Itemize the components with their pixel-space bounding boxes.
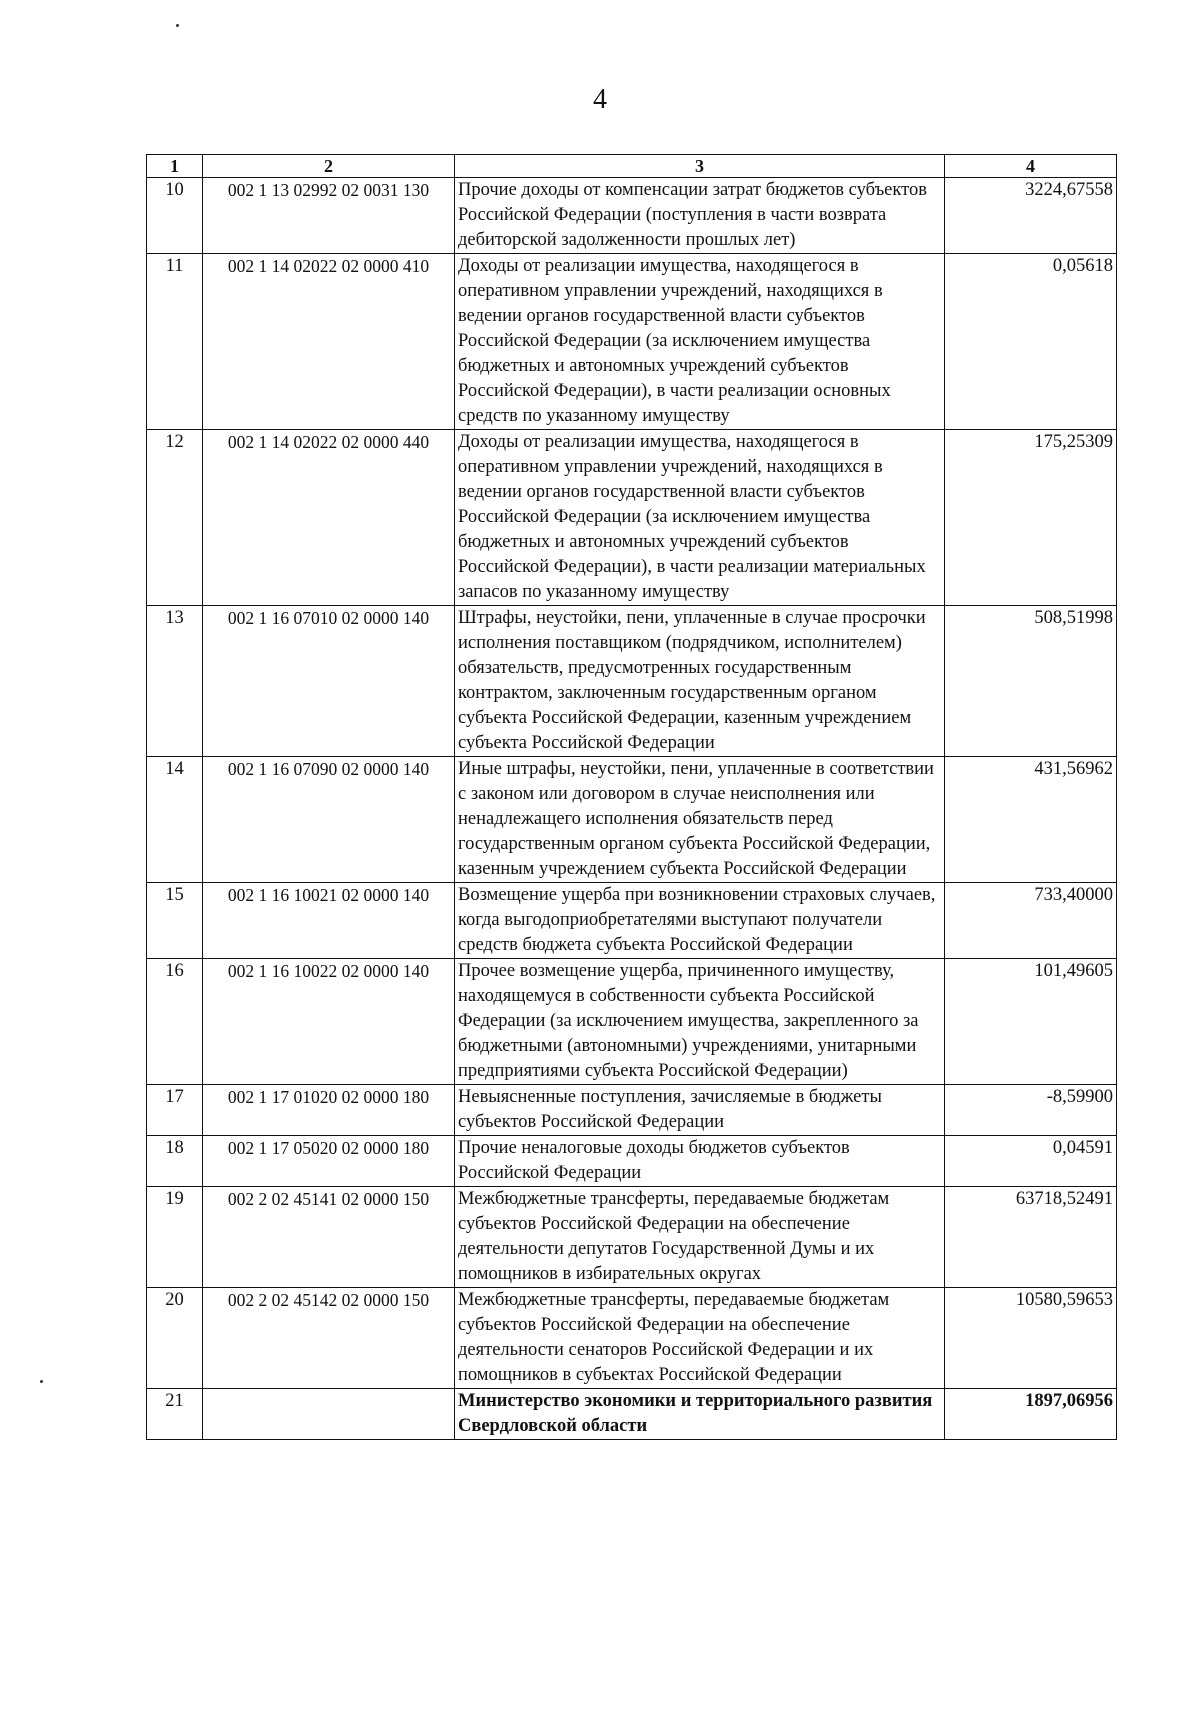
- budget-code: 002 1 14 02022 02 0000 410: [203, 254, 455, 430]
- table-row: [147, 1187, 1117, 1288]
- budget-code: 002 1 13 02992 02 0031 130: [203, 178, 455, 254]
- row-number: 16: [147, 959, 203, 1085]
- row-amount: 3224,67558: [945, 178, 1117, 254]
- budget-code: 002 1 16 07090 02 0000 140: [203, 757, 455, 883]
- row-description: Межбюджетные трансферты, передаваемые бюджетам субъектов Российской Федерации на обеспечение деятельности депутатов Государственной Думы и их помощников в избирательных округах: [455, 1187, 945, 1288]
- table-row: [147, 1288, 1117, 1389]
- row-description: Иные штрафы, неустойки, пени, уплаченные в соответствии с законом или договором в случае неисполнения или ненадлежащего исполнения обязательств перед государственным органом субъекта Российской Федерации, казенным учреждением субъекта Российской Федерации: [455, 757, 945, 883]
- row-number: 14: [147, 757, 203, 883]
- table-row: [147, 178, 1117, 254]
- table-row: [147, 430, 1117, 606]
- budget-code: [203, 1389, 455, 1440]
- page-number: 4: [593, 84, 607, 115]
- row-amount: -8,59900: [945, 1085, 1117, 1136]
- row-description: Межбюджетные трансферты, передаваемые бюджетам субъектов Российской Федерации на обеспечение деятельности сенаторов Российской Федерации и их помощников в субъектах Российской Федерации: [455, 1288, 945, 1389]
- table-row: [147, 883, 1117, 959]
- row-amount: 101,49605: [945, 959, 1117, 1085]
- row-amount: 1897,06956: [945, 1389, 1117, 1440]
- row-description: Прочие неналоговые доходы бюджетов субъектов Российской Федерации: [455, 1136, 945, 1187]
- budget-code: 002 1 17 05020 02 0000 180: [203, 1136, 455, 1187]
- row-amount: 0,04591: [945, 1136, 1117, 1187]
- row-number: 20: [147, 1288, 203, 1389]
- row-number: 10: [147, 178, 203, 254]
- table-header-row: [147, 155, 1117, 178]
- budget-code: 002 2 02 45141 02 0000 150: [203, 1187, 455, 1288]
- budget-code: 002 1 17 01020 02 0000 180: [203, 1085, 455, 1136]
- row-number: 18: [147, 1136, 203, 1187]
- budget-code: 002 1 14 02022 02 0000 440: [203, 430, 455, 606]
- row-description: Министерство экономики и территориального развития Свердловской области: [455, 1389, 945, 1440]
- row-amount: 733,40000: [945, 883, 1117, 959]
- row-number: 19: [147, 1187, 203, 1288]
- column-header: 3: [455, 155, 945, 178]
- column-header: 2: [203, 155, 455, 178]
- row-number: 12: [147, 430, 203, 606]
- budget-code: 002 2 02 45142 02 0000 150: [203, 1288, 455, 1389]
- table-row: [147, 1085, 1117, 1136]
- row-description: Невыясненные поступления, зачисляемые в бюджеты субъектов Российской Федерации: [455, 1085, 945, 1136]
- column-header: 1: [147, 155, 203, 178]
- row-number: 15: [147, 883, 203, 959]
- row-description: Доходы от реализации имущества, находящегося в оперативном управлении учреждений, находящихся в ведении органов государственной власти субъектов Российской Федерации (за исключением имущества бюджетных и автономных учреждений субъектов Российской Федерации), в части реализации материальных запасов по указанному имуществу: [455, 430, 945, 606]
- row-amount: 10580,59653: [945, 1288, 1117, 1389]
- budget-code: 002 1 16 10021 02 0000 140: [203, 883, 455, 959]
- budget-code: 002 1 16 10022 02 0000 140: [203, 959, 455, 1085]
- table-row: [147, 606, 1117, 757]
- table-row: [147, 757, 1117, 883]
- row-description: Возмещение ущерба при возникновении страховых случаев, когда выгодоприобретателями выступают получатели средств бюджета субъекта Российской Федерации: [455, 883, 945, 959]
- row-amount: 508,51998: [945, 606, 1117, 757]
- row-description: Прочее возмещение ущерба, причиненного имуществу, находящемуся в собственности субъекта Российской Федерации (за исключением имущества, закрепленного за бюджетными (автономными) учреждениями, унитарными предприятиями субъекта Российской Федерации): [455, 959, 945, 1085]
- row-description: Доходы от реализации имущества, находящегося в оперативном управлении учреждений, находящихся в ведении органов государственной власти субъектов Российской Федерации (за исключением имущества бюджетных и автономных учреждений субъектов Российской Федерации), в части реализации основных средств по указанному имуществу: [455, 254, 945, 430]
- table-row: [147, 1136, 1117, 1187]
- column-header: 4: [945, 155, 1117, 178]
- table-row: [147, 959, 1117, 1085]
- row-amount: 431,56962: [945, 757, 1117, 883]
- table-row: [147, 1389, 1117, 1440]
- row-description: Прочие доходы от компенсации затрат бюджетов субъектов Российской Федерации (поступления в части возврата дебиторской задолженности прошлых лет): [455, 178, 945, 254]
- budget-code: 002 1 16 07010 02 0000 140: [203, 606, 455, 757]
- scan-speck: [176, 24, 179, 27]
- budget-table: [146, 154, 1117, 1440]
- row-description: Штрафы, неустойки, пени, уплаченные в случае просрочки исполнения поставщиком (подрядчиком, исполнителем) обязательств, предусмотренных государственным контрактом, заключенным государственным органом субъекта Российской Федерации, казенным учреждением субъекта Российской Федерации: [455, 606, 945, 757]
- scan-speck: [40, 1380, 43, 1383]
- row-number: 21: [147, 1389, 203, 1440]
- row-amount: 175,25309: [945, 430, 1117, 606]
- row-number: 13: [147, 606, 203, 757]
- row-number: 17: [147, 1085, 203, 1136]
- row-amount: 0,05618: [945, 254, 1117, 430]
- row-amount: 63718,52491: [945, 1187, 1117, 1288]
- row-number: 11: [147, 254, 203, 430]
- table-row: [147, 254, 1117, 430]
